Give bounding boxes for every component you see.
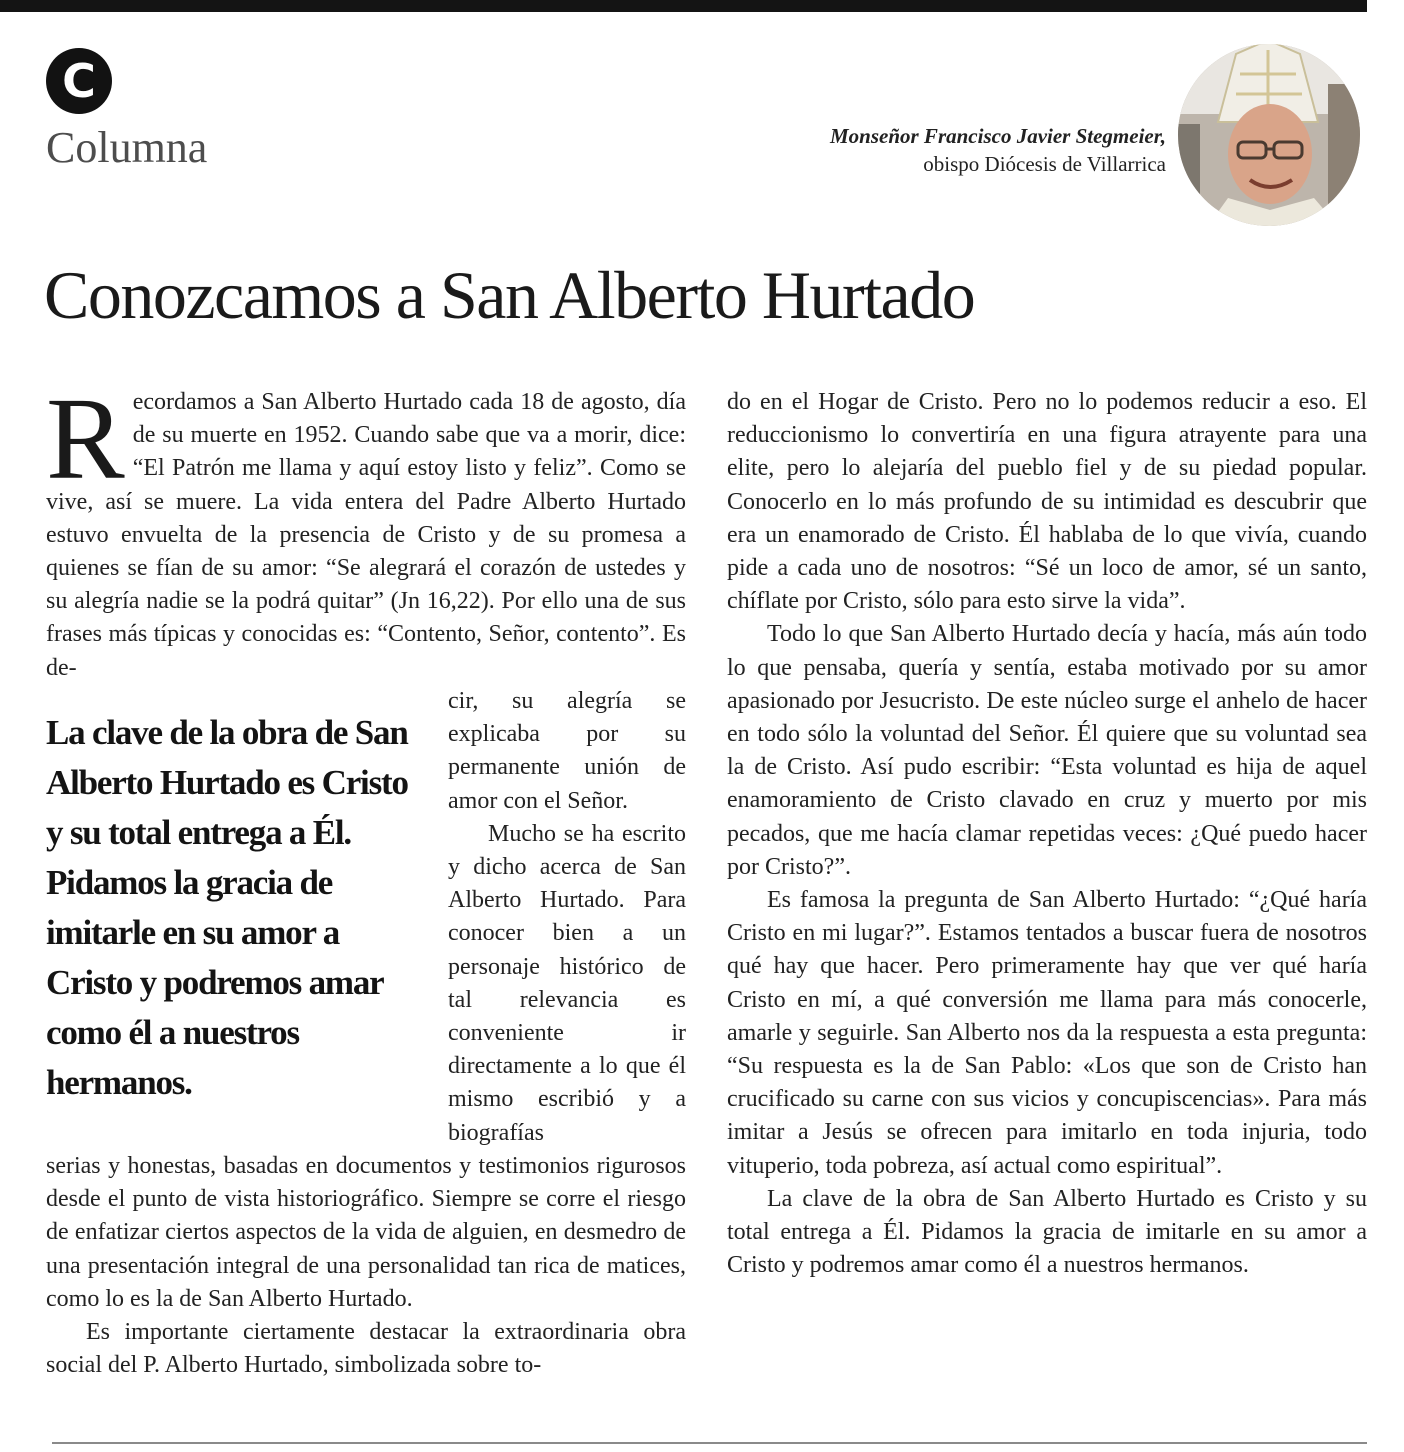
paragraph-3-continued: do en el Hogar de Cristo. Pero no lo podemos reducir a eso. El reduccionismo lo convertiría en una figura atrayente para una elite, pero lo alejaría del pueblo fiel y de su piedad popular. Conocerlo en lo más profundo de su intimidad es descubrir que era un enamorado de Cristo. Él hablaba de lo que vivía, cuando pide a cada uno de nosotros: “Sé un loco de amor, sé un santo, chíflate por Cristo, sólo para esto sirve la vida”. <box>727 389 1367 615</box>
paragraph-2: Mucho se ha escrito y dicho acerca de San Alberto Hurtado. Para conocer bien a un personaje histórico de tal relevancia es conveniente ir directamente a lo que él mismo escribió y a biografías <box>448 820 686 1146</box>
author-photo <box>1178 44 1360 226</box>
paragraph-5: Es famosa la pregunta de San Alberto Hurtado: “¿Qué haría Cristo en mi lugar?”. Estamos tentados a buscar fuera de nosotros qué hay que hacer. Pero primeramente hay que ver qué haría Cristo en mí, a qué conversión me llama para más conocerle, amarle y seguirle. San Alberto nos da la respuesta a esta pregunta: “Su respuesta es la de San Pablo: «Los que son de Cristo han crucificado su carne con sus vicios y concupiscencias». Para más imitar a Jesús se ofrecen para imitarlo en toda injuria, todo vituperio, toda pobreza, así actual como espiritual”. <box>727 887 1367 1179</box>
article-headline: Conozcamos a San Alberto Hurtado <box>44 257 975 333</box>
article-body-narrow-column <box>448 685 686 1150</box>
article-body-left-top <box>46 373 686 685</box>
author-role: obispo Diócesis de Villarrica <box>923 152 1166 177</box>
author-byline <box>830 122 1166 179</box>
section-letter: C <box>62 54 96 108</box>
paragraph-1 <box>46 373 686 685</box>
author-name: Monseñor Francisco Javier Stegmeier, <box>829 124 1166 148</box>
article-body-left-bottom <box>46 1150 686 1382</box>
author-portrait-illustration <box>1178 44 1360 226</box>
pull-quote: La clave de la obra de San Alberto Hurtado es Cristo y su total entrega a Él. Pidamos la gracia de imitarle en su amor a Cristo y podremos amar como él a nuestros hermanos. <box>46 713 408 1102</box>
section-label: Columna <box>46 123 208 172</box>
paragraph-6: La clave de la obra de San Alberto Hurtado es Cristo y su total entrega a Él. Pidamos la gracia de imitarle en su amor a Cristo y podremos amar como él a nuestros hermanos. <box>727 1185 1367 1279</box>
section-badge <box>46 48 112 114</box>
bottom-rule <box>52 1442 1367 1444</box>
top-rule <box>0 0 1367 12</box>
article-body-right-column <box>727 386 1367 1282</box>
paragraph-3: Es importante ciertamente destacar la extraordinaria obra social del P. Alberto Hurtado, simbolizada sobre to- <box>46 1319 686 1379</box>
paragraph-4: Todo lo que San Alberto Hurtado decía y hacía, más aún todo lo que pensaba, quería y sentía, estaba motivado por su amor apasionado por Jesucristo. De este núcleo surge el anhelo de hacer en todo sólo la voluntad del Señor. Él quiere que su voluntad sea la de Cristo. Así pudo escribir: “Esta voluntad es hija de aquel enamoramiento de Cristo clavado en cruz y muerto por mis pecados, que me hacía clamar repetidas veces: ¿Qué puedo hacer por Cristo?”. <box>727 621 1367 880</box>
drop-cap: R <box>46 373 125 504</box>
paragraph-1-text: ecordamos a San Alberto Hurtado cada 18 de agosto, día de su muerte en 1952. Cuando sabe que va a morir, dice: “El Patrón me llama y aquí estoy listo y feliz”. Como se vive, así se muere. La vida entera del Padre Alberto Hurtado estuvo envuelta de la presencia de Cristo y de su promesa a quienes se fían de su amor: “Se alegrará el corazón de ustedes y su alegría nadie se la podrá quitar” (Jn 16,22). Por ello una de sus frases más típicas y conocidas es: “Contento, Señor, contento”. Es de- <box>46 389 686 681</box>
paragraph-2-continued: serias y honestas, basadas en documentos y testimonios rigurosos desde el punto de vista historiográfico. Siempre se corre el riesgo de enfatizar ciertos aspectos de la vida de alguien, en desmedro de una presentación integral de una personalidad tan rica de matices, como lo es la de San Alberto Hurtado. <box>46 1153 686 1312</box>
paragraph-1-continued: cir, su alegría se explicaba por su permanente unión de amor con el Señor. <box>448 688 686 814</box>
